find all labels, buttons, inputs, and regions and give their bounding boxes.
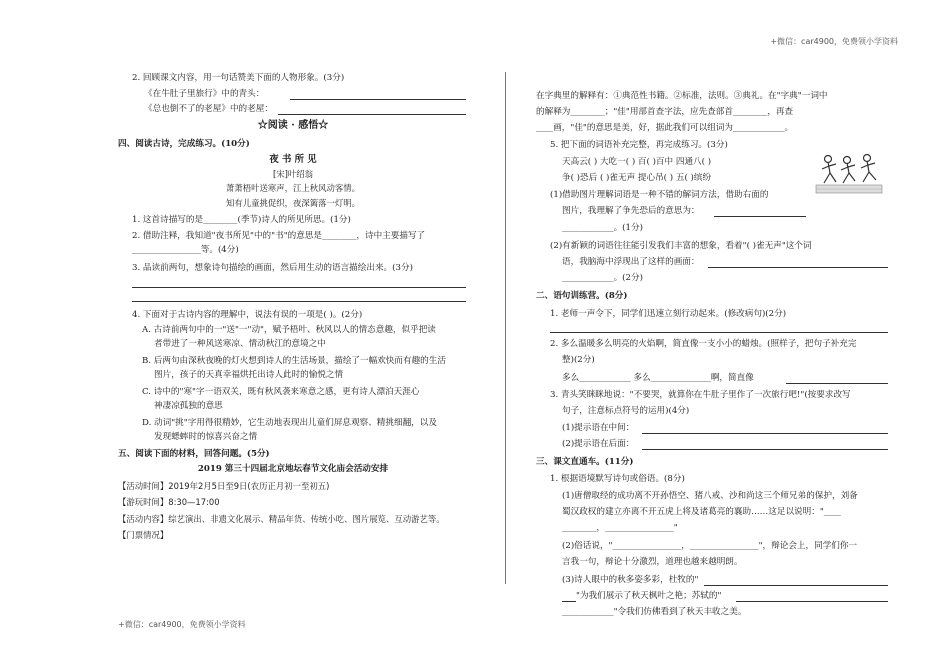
- idiom-row-1: 天高云( ) 大吃一( ) 百( )百中 四通八( ): [562, 157, 712, 167]
- option-d-line1: D. 动词"挑"字用得很精妙，它生动地表现出儿童们屏息观察、精挑细翻，以及: [142, 418, 437, 428]
- section-3-title: 三、课文直通车。(11分): [536, 457, 634, 467]
- option-a-line2: 者带进了一种风送寒凉、情动秋江的意境之中: [154, 339, 326, 349]
- recall-q1-part1-line2: 蜀汉政权的建立亦离不开五虎上将及诸葛亮的襄助……这足以说明："____: [562, 507, 841, 517]
- option-c-line1: C. 诗中的"寒"字一语双关，既有秋风袭来寒意之感，更有诗人漂泊天涯心: [142, 387, 420, 397]
- event-title: 2019 第三十四届北京地坛春节文化庙会活动安排: [197, 464, 389, 474]
- q5-part1-line3: ____________。(1分): [562, 223, 643, 233]
- event-hours: 【游玩时间】8:30—17:00: [118, 497, 220, 507]
- q5-part1-line2: 图片，我理解了争先恐后的意思为：: [562, 206, 700, 216]
- recall-q1-part3-line3: ____________"令我们仿佛看到了秋天丰收之美。: [562, 607, 747, 617]
- grammar-q2-fill: 多么____________ 多么______________啊，简直像: [562, 373, 754, 383]
- dict-line-2: 的解释为________；"佳"用部首查字法，应先查部首________，再查: [536, 107, 794, 117]
- recall-q1-part2-line1: (2)俗话说，"________________，________________"，辩论会上，同学们你一: [562, 541, 858, 551]
- column-divider: [505, 72, 506, 584]
- grammar-q3-line2: 句子，注意标点符号的运用)(4分): [562, 406, 690, 416]
- poem-q1: 1. 这首诗描写的是________(季节)诗人的所见所思。(1分): [132, 215, 351, 225]
- recall-q1-part3-line1: (3)诗人眼中的秋多姿多彩，杜牧的": [562, 575, 699, 585]
- option-a-line1: A. 古诗前两句中的一"送"一"动"，赋予梧叶、秋风以人的情态意趣，似乎把读: [142, 325, 436, 335]
- poem-q3: 3. 品读前两句，想象诗句描绘的画面，然后用生动的语言描绘出来。(3分): [132, 263, 413, 273]
- question-2: 2. 回顾课文内容，用一句话赞美下面的人物形象。(3分): [132, 73, 345, 83]
- section-banner: ☆阅读 · 感悟☆: [257, 120, 329, 131]
- answer-line: [708, 267, 888, 268]
- dict-line-1: 在字典里的解释有：①典范性书籍。②标准，法则。③典礼。在"字典"一词中: [536, 91, 828, 101]
- answer-line: [704, 585, 888, 586]
- section-2-title: 二、语句训练营。(8分): [536, 291, 628, 301]
- answer-line: [736, 601, 888, 602]
- watermark-top: +微信：car4900，免费领小学资料: [770, 37, 898, 46]
- recall-q1-part1-line1: (1)唐僧取经的成功离不开孙悟空、猪八戒、沙和尚这三个师兄弟的保护，刘备: [562, 491, 858, 501]
- answer-line: [550, 332, 888, 333]
- answer-line: [786, 383, 888, 384]
- question-5: 5. 把下面的词语补充完整，再完成练习。(3分): [550, 140, 728, 150]
- watermark-bottom: +微信：car4900，免费领小学资料: [118, 620, 246, 629]
- poem-title: 夜 书 所 见: [269, 154, 317, 165]
- grammar-q3-part1: (1)提示语在中间：: [562, 423, 635, 433]
- poem-q2-line2: ________________等。(4分): [132, 245, 239, 255]
- answer-line: [132, 287, 466, 288]
- poem-line-1: 萧萧梧叶送寒声，江上秋风动客情。: [226, 183, 360, 193]
- option-d-line2: 发现蟋蟀时的惊喜兴奋之情: [154, 432, 258, 442]
- option-b-line2: 图片，孩子的天真幸福烘托出诗人此时的愉悦之情: [154, 370, 344, 380]
- answer-line: [714, 216, 806, 217]
- option-b-line1: B. 后两句由深秋夜晚的灯火想到诗人的生活场景，描绘了一幅欢快而有趣的生活: [142, 356, 446, 366]
- recall-q1: 1. 根据语境默写诗句或俗语。(8分): [550, 474, 685, 484]
- section-4-title: 四、阅读古诗，完成练习。(10分): [118, 139, 250, 149]
- answer-line: [562, 601, 576, 602]
- answer-line: [278, 114, 466, 115]
- q5-part2-line3: ____________。(2分): [562, 273, 643, 283]
- grammar-q3-part2: (2)提示语在后面：: [562, 439, 635, 449]
- answer-line: [642, 433, 888, 434]
- event-content: 【活动内容】综艺演出、非遗文化展示、精品年货、传统小吃、图片展览、互动游艺等。: [118, 514, 445, 524]
- idiom-row-2: 争( )恐后 ( )雀无声 提心吊( ) 五( )缤纷: [562, 173, 712, 183]
- poem-line-2: 知有儿童挑促织，夜深篱落一灯明。: [226, 198, 360, 208]
- grammar-q3-line1: 3. 青头笑眯眯地说："不要哭，就算你在牛肚子里作了一次旅行吧!"(按要求改写: [550, 390, 851, 400]
- event-ticket: 【门票情况】: [118, 530, 169, 540]
- q5-part2-line2: 语，我脑海中浮现出了这样的画面：: [562, 257, 700, 267]
- recall-q1-part2-line2: 言我一句，辩论十分激烈，道理也越来越明朗。: [562, 557, 743, 567]
- recall-q1-part1-line3: ________，________________": [562, 523, 678, 533]
- answer-line: [290, 99, 466, 100]
- grammar-q1: 1. 老师一声令下，同学们迅速立刻行动起来。(修改病句)(2分): [550, 309, 787, 319]
- answer-line: [132, 301, 466, 302]
- recall-q1-part3-line2: "为我们展示了秋天枫叶之艳；苏轼的": [576, 591, 722, 601]
- poem-q2-line1: 2. 借助注释，我知道"夜书所见"中的"书"的意思是________，诗中主要描写了: [132, 231, 426, 241]
- grammar-q2-line1: 2. 多么温暖多么明亮的火焰啊，简直像一支小小的蜡烛。(照样子，把句子补充完: [550, 339, 857, 349]
- q2-prompt-b: 《总也倒不了的老屋》中的老屋：: [144, 104, 273, 114]
- poem-author: [宋]叶绍翁: [272, 169, 314, 179]
- option-c-line2: 神凄凉孤独的意思: [154, 401, 223, 411]
- q2-prompt-a: 《在牛肚子里旅行》中的青头：: [144, 89, 265, 99]
- grammar-q2-line2: 整)(2分): [562, 355, 595, 365]
- q5-part1-line1: (1)借助图片理解词语是一种不错的解词方法，借助右面的: [550, 190, 769, 200]
- section-5-title: 五、阅读下面的材料，回答问题。(5分): [118, 449, 270, 459]
- dict-line-3: ____画，"佳"的意思是美，好，据此我们可以组词为____________。: [536, 123, 794, 133]
- racing-children-illustration: [814, 151, 884, 197]
- event-time: 【活动时间】2019年2月5日至9日(农历正月初一至初五): [118, 481, 330, 491]
- answer-line: [642, 449, 888, 450]
- q5-part2-line1: (2)有新颖的词语往往能引发我们丰富的想象，看着"( )雀无声"这个词: [550, 241, 812, 251]
- poem-q4: 4. 下面对于古诗内容的理解中，说法有误的一项是( )。(2分): [132, 310, 363, 320]
